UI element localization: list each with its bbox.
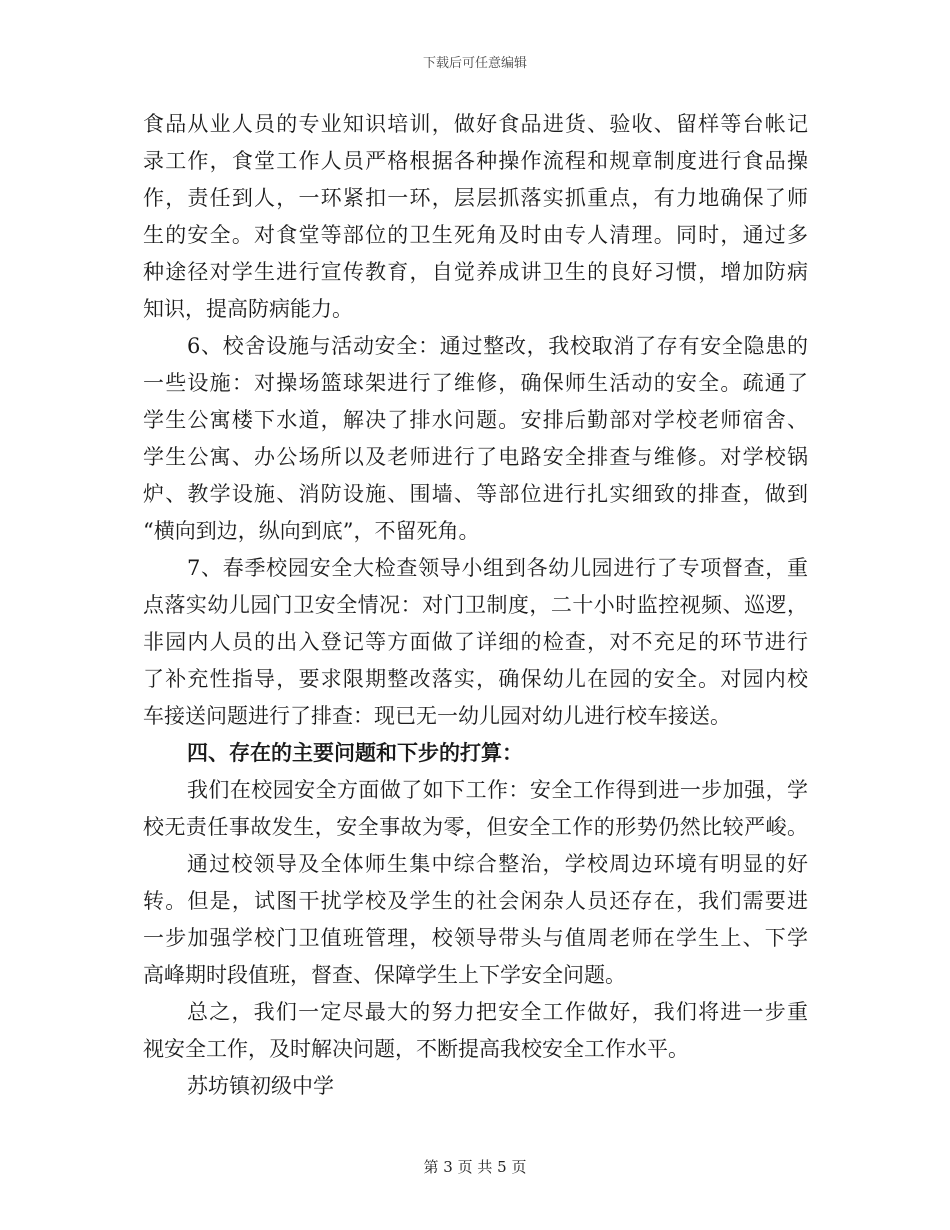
page-header: 下载后可任意编辑	[422, 56, 527, 71]
text-line: 炉、教学设施、消防设施、围墙、等部位进行扎实细致的排查，做到	[143, 482, 808, 506]
text-line: 一些设施：对操场篮球架进行了维修，确保师生活动的安全。疏通了	[143, 371, 808, 395]
text-line: 我们在校园安全方面做了如下工作：安全工作得到进一步加强，学	[187, 778, 808, 802]
text-line: 苏坊镇初级中学	[187, 1074, 334, 1098]
text-line: 7、春季校园安全大检查领导小组到各幼儿园进行了专项督查，重	[187, 556, 808, 580]
text-line: 种途径对学生进行宣传教育，自觉养成讲卫生的良好习惯，增加防病	[143, 260, 808, 284]
text-line: 点落实幼儿园门卫安全情况：对门卫制度，二十小时监控视频、巡逻，	[143, 593, 808, 617]
text-line: 录工作，食堂工作人员严格根据各种操作流程和规章制度进行食品操	[143, 149, 808, 173]
text-line: 知识，提高防病能力。	[143, 297, 353, 321]
text-line: 非园内人员的出入登记等方面做了详细的检查，对不充足的环节进行	[143, 630, 808, 654]
document-body	[143, 106, 808, 1105]
page-number: 第 3 页 共 5 页	[423, 1158, 527, 1176]
text-line: 高峰期时段值班，督查、保障学生上下学安全问题。	[143, 963, 626, 987]
text-line: 生的安全。对食堂等部位的卫生死角及时由专人清理。同时，通过多	[143, 223, 808, 247]
text-line: 一步加强学校门卫值班管理，校领导带头与值周老师在学生上、下学	[143, 926, 808, 950]
text-line: 了补充性指导，要求限期整改落实，确保幼儿在园的安全。对园内校	[143, 667, 808, 691]
text-line: 校无责任事故发生，安全事故为零，但安全工作的形势仍然比较严峻。	[143, 815, 808, 839]
text-line: 车接送问题进行了排查：现已无一幼儿园对幼儿进行校车接送。	[143, 704, 731, 728]
text-line: 学生公寓楼下水道，解决了排水问题。安排后勤部对学校老师宿舍、	[143, 408, 808, 432]
text-line: “横向到边，纵向到底”，不留死角。	[143, 519, 480, 543]
text-line: 食品从业人员的专业知识培训，做好食品进货、验收、留样等台帐记	[143, 112, 808, 136]
text-line: 总之，我们一定尽最大的努力把安全工作做好，我们将进一步重	[187, 1000, 808, 1024]
text-line: 通过校领导及全体师生集中综合整治，学校周边环境有明显的好	[187, 852, 808, 876]
text-line: 视安全工作，及时解决问题，不断提高我校安全工作水平。	[143, 1037, 689, 1061]
text-line: 学生公寓、办公场所以及老师进行了电路安全排查与维修。对学校锅	[143, 445, 808, 469]
section-heading: 四、存在的主要问题和下步的打算：	[187, 741, 523, 765]
text-line: 6、校舍设施与活动安全：通过整改，我校取消了存有安全隐患的	[187, 334, 808, 358]
text-line: 作，责任到人，一环紧扣一环，层层抓落实抓重点，有力地确保了师	[143, 186, 808, 210]
text-line: 转。但是，试图干扰学校及学生的社会闲杂人员还存在，我们需要进	[143, 889, 808, 913]
